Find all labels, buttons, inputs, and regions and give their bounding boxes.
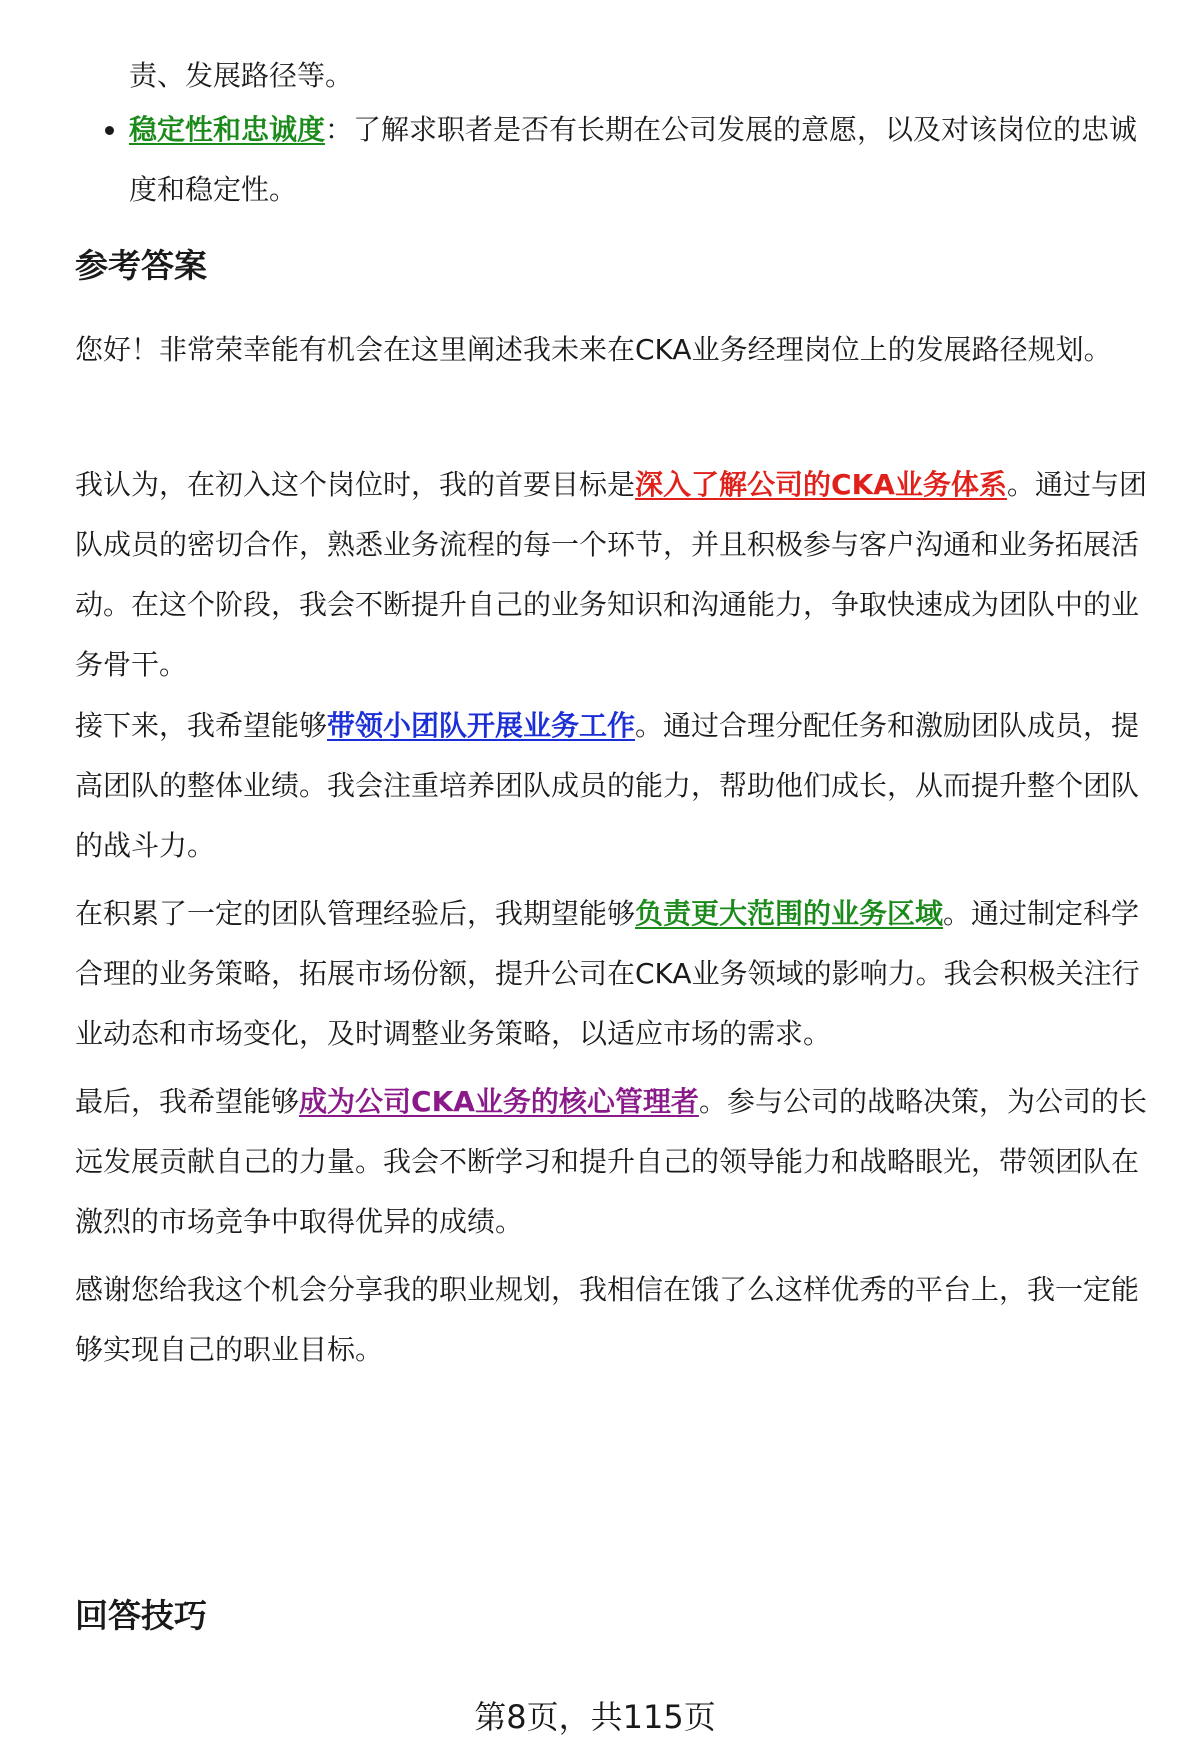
p5-before: 最后，我希望能够 [75,1085,300,1118]
highlight-stage-3: 负责更大范围的业务区域 [635,897,944,930]
paragraph-stage-3 [75,884,1165,1064]
highlight-stage-2: 带领小团队开展业务工作 [327,709,636,742]
bullet-item-stability [75,100,1165,220]
paragraph-closing: 感谢您给我这个机会分享我的职业规划，我相信在饿了么这样优秀的平台上，我一定能够实现自己的职业目标。 [75,1273,1140,1366]
page-number-footer: 第8页，共115页 [474,1698,716,1736]
p4-before: 在积累了一定的团队管理经验后，我期望能够 [75,897,636,930]
highlight-stage-4: 成为公司CKA业务的核心管理者 [299,1085,699,1118]
p2-before: 我认为，在初入这个岗位时，我的首要目标是 [75,468,636,501]
bullet-continuation: 责、发展路径等。 [129,59,354,92]
bullet-label: 稳定性和忠诚度 [129,113,326,146]
bullet-dot-icon [105,126,114,135]
highlight-stage-1: 深入了解公司的CKA业务体系 [635,468,1007,501]
paragraph-intro: 您好！非常荣幸能有机会在这里阐述我未来在CKA业务经理岗位上的发展路径规划。 [75,333,1112,366]
paragraph-stage-4 [75,1072,1165,1252]
bullet-body: 了解求职者是否有长期在公司发展的意愿，以及对该岗位的忠诚度和稳定性。 [129,113,1138,206]
bullet-separator: ： [325,113,354,146]
p3-after: 。通过合理分配任务和激励团队成员，提高团队的整体业绩。我会注重培养团队成员的能力，帮助他们成长，从而提升整个团队的战斗力。 [75,709,1140,862]
p3-before: 接下来，我希望能够 [75,709,328,742]
bullet-text [129,100,1165,220]
p5-after: 。参与公司的战略决策，为公司的长远发展贡献自己的力量。我会不断学习和提升自己的领导能力和战略眼光，带领团队在激烈的市场竞争中取得优异的成绩。 [75,1085,1147,1238]
p2-after: 。通过与团队成员的密切合作，熟悉业务流程的每一个环节，并且积极参与客户沟通和业务拓展活动。在这个阶段，我会不断提升自己的业务知识和沟通能力，争取快速成为团队中的业务骨干。 [75,468,1147,681]
paragraph-stage-1 [75,455,1165,695]
section-title-reference-answer: 参考答案 [75,246,207,285]
p4-after: 。通过制定科学合理的业务策略，拓展市场份额，提升公司在CKA业务领域的影响力。我会积极关注行业动态和市场变化，及时调整业务策略，以适应市场的需求。 [75,897,1140,1050]
section-title-answer-tips: 回答技巧 [75,1596,207,1635]
paragraph-stage-2 [75,696,1165,876]
